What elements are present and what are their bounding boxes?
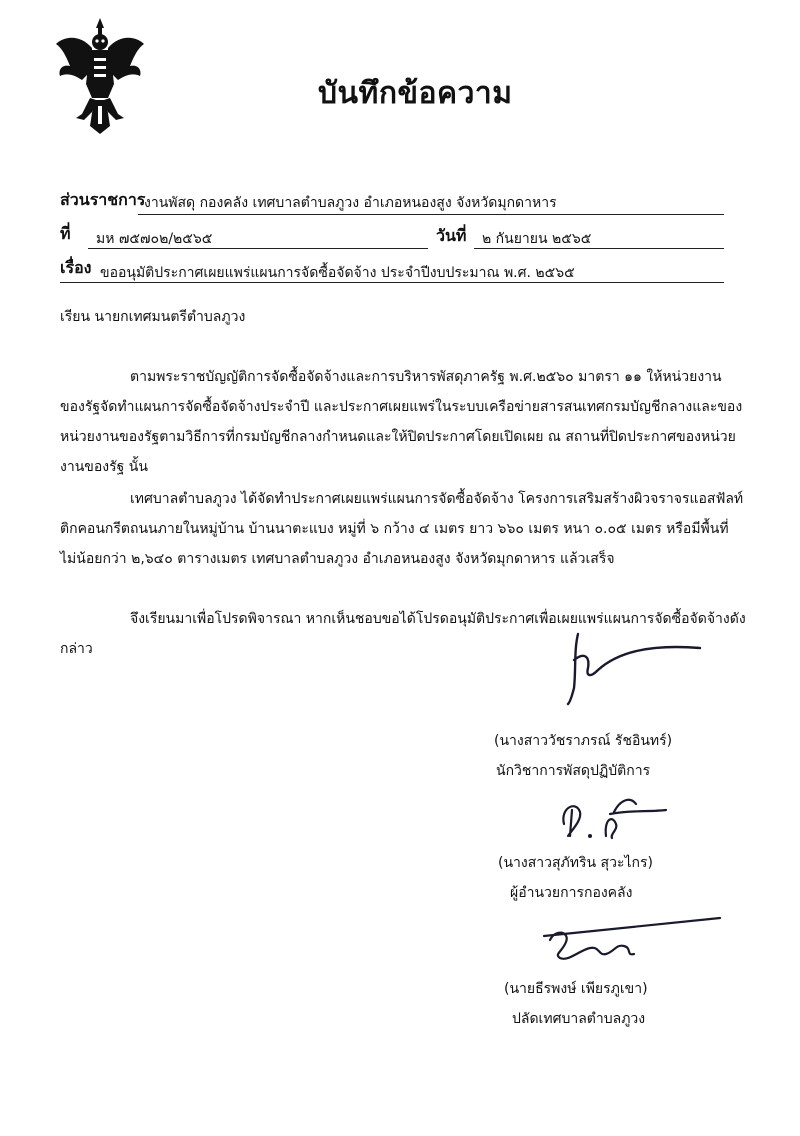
ref-label: ที่ — [60, 224, 71, 243]
paragraph-1-line: ของรัฐจัดทำแผนการจัดซื้อจัดจ้างประจำปี และประกาศเผยแพร่ในระบบเครือข่ายสารสนเทศกรมบัญชีกลางและของ — [60, 399, 743, 415]
agency-underline — [138, 214, 724, 215]
signature-2-name: (นางสาวสุภัทริน สุวะไกร) — [498, 855, 653, 871]
garuda-emblem — [52, 14, 148, 136]
signature-2-scribble — [550, 790, 680, 850]
paragraph-3-line: กล่าว — [60, 641, 93, 657]
subject-underline — [60, 282, 724, 283]
signature-1-position: นักวิชาการพัสดุปฏิบัติการ — [496, 763, 651, 779]
paragraph-1-line: งานของรัฐ นั้น — [60, 459, 148, 475]
salutation: เรียน นายกเทศมนตรีตำบลภูวง — [60, 309, 246, 325]
subject-value: ขออนุมัติประกาศเผยแพร่แผนการจัดซื้อจัดจ้าง ประจำปีงบประมาณ พ.ศ. ๒๕๖๕ — [100, 265, 575, 281]
signature-1-scribble — [540, 630, 710, 710]
date-underline — [474, 248, 724, 249]
paragraph-3-line: จึงเรียนมาเพื่อโปรดพิจารณา หากเห็นชอบขอได้โปรดอนุมัติประกาศเพื่อเผยแพร่แผนการจัดซื้อจัดจ้างดัง — [130, 611, 746, 627]
ref-value: มห ๗๕๗๐๒/๒๕๖๕ — [96, 231, 213, 247]
paragraph-2-line: เทศบาลตำบลภูวง ได้จัดทำประกาศเผยแพร่แผนการจัดซื้อจัดจ้าง โครงการเสริมสร้างผิวจราจรแอสฟัลท์ — [130, 491, 744, 507]
signature-3-scribble — [540, 910, 730, 970]
paragraph-1-line: หน่วยงานของรัฐตามวิธีการที่กรมบัญชีกลางกำหนดและให้ปิดประกาศโดยเปิดเผย ณ สถานที่ปิดประกาศของหน่วย — [60, 429, 736, 445]
date-value: ๒ กันยายน ๒๕๖๕ — [482, 231, 592, 247]
signature-3-position: ปลัดเทศบาลตำบลภูวง — [512, 1011, 646, 1027]
date-label: วันที่ — [436, 226, 467, 245]
signature-1-name: (นางสาววัชราภรณ์ รัชอินทร์) — [494, 733, 673, 749]
paragraph-2-line: ติกคอนกรีตถนนภายในหมู่บ้าน บ้านนาตะแบง หมู่ที่ ๖ กว้าง ๔ เมตร ยาว ๖๖๐ เมตร หนา ๐.๐๕ เมตร หรือมีพื้นที่ — [60, 521, 729, 537]
agency-value: งานพัสดุ กองคลัง เทศบาลตำบลภูวง อำเภอหนองสูง จังหวัดมุกดาหาร — [144, 195, 557, 211]
ref-underline — [88, 248, 428, 249]
paragraph-1-line: ตามพระราชบัญญัติการจัดซื้อจัดจ้างและการบริหารพัสดุภาครัฐ พ.ศ.๒๕๖๐ มาตรา ๑๑ ให้หน่วยงาน — [130, 369, 722, 385]
signature-2-position: ผู้อำนวยการกองคลัง — [510, 885, 633, 901]
signature-3-name: (นายธีรพงษ์ เพียรภูเขา) — [504, 981, 648, 997]
paragraph-2-line: ไม่น้อยกว่า ๒,๖๔๐ ตารางเมตร เทศบาลตำบลภูวง อำเภอหนองสูง จังหวัดมุกดาหาร แล้วเสร็จ — [60, 551, 615, 567]
agency-label: ส่วนราชการ — [60, 190, 146, 209]
document-title: บันทึกข้อความ — [318, 76, 513, 111]
subject-label: เรื่อง — [60, 258, 92, 277]
